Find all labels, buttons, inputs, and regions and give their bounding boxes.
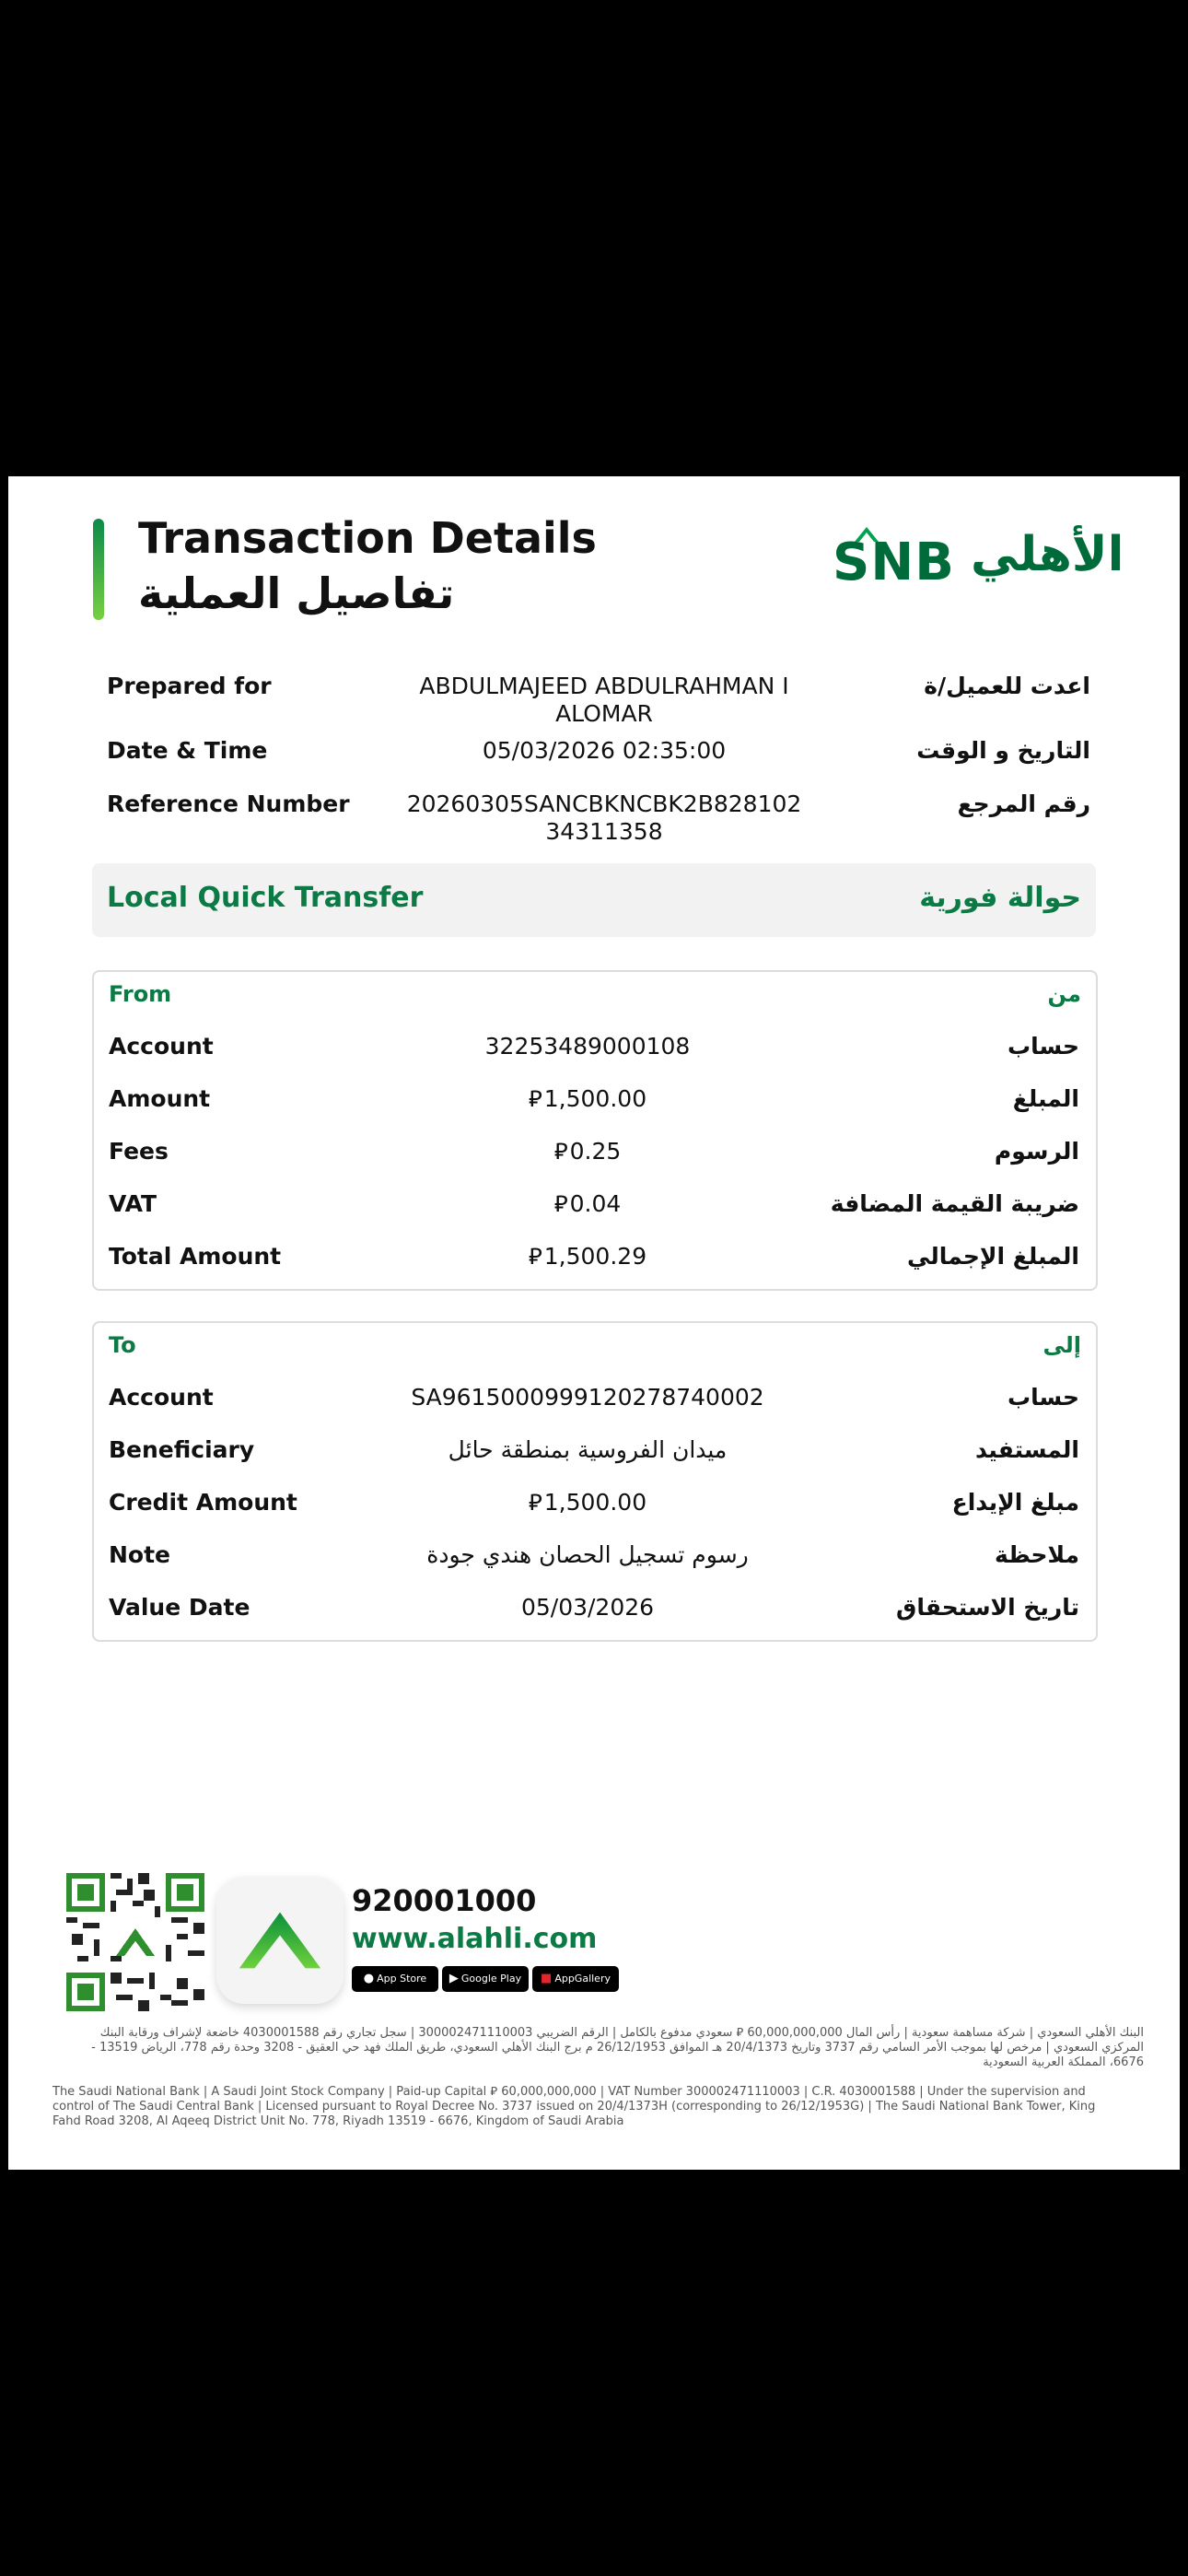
prepared-for-label-ar: اعدت للعميل/ة [924, 673, 1090, 699]
from-account-label: Account [109, 1033, 214, 1060]
reference-label: Reference Number [107, 790, 350, 817]
beneficiary-label: Beneficiary [109, 1436, 255, 1463]
beneficiary-row [109, 1429, 1079, 1473]
app-gallery-badge[interactable] [532, 1966, 619, 1992]
note-value: رسوم تسجيل الحصان هندي جودة [426, 1541, 749, 1568]
amount-number: 1,500.00 [543, 1085, 647, 1112]
from-account-value: 32253489000108 [484, 1033, 691, 1060]
amount-label: Amount [109, 1085, 211, 1112]
beneficiary-value: ميدان الفروسية بمنطقة حائل [448, 1436, 728, 1463]
title-accent-bar [93, 519, 104, 620]
note-label: Note [109, 1541, 171, 1568]
fees-row [109, 1130, 1079, 1175]
legal-text-en: The Saudi National Bank | A Saudi Joint Stock Company | Paid-up Capital ⃁ 60,000,000,000 | VAT Number 300002471110003 | C.R. 4030001588 | Under the supervision and control of The Saudi Central Bank | Licensed pursuant to Royal Decree No. 3737 issued on 20/4/1373H (corresponding to 26/12/1953G) | The Saudi National Bank Tower, King Fahd Road 3208, Al Aqeeq District Unit No. 778, Riyadh 13519 - 6676, Kingdom of Saudi Arabia [52, 2085, 1096, 2128]
to-title: To [109, 1332, 136, 1358]
value-date-label-ar: تاريخ الاستحقاق [896, 1594, 1079, 1621]
value-date-row [109, 1587, 1079, 1631]
apple-icon: ● [363, 1972, 375, 1985]
sar-currency-icon: ⃁ [528, 1085, 542, 1112]
total-amount-label-ar: المبلغ الإجمالي [907, 1243, 1079, 1270]
note-row [109, 1534, 1079, 1578]
alahli-app-logo-icon [216, 1877, 344, 2004]
vat-row [109, 1183, 1079, 1227]
to-account-row [109, 1376, 1079, 1421]
receipt-page [8, 476, 1180, 2170]
sar-currency-icon: ⃁ [553, 1190, 568, 1217]
sar-currency-icon: ⃁ [553, 1138, 568, 1165]
date-time-label: Date & Time [107, 737, 268, 764]
phone-number[interactable]: 920001000 [352, 1883, 537, 1918]
page-title-ar: تفاصيل العملية [138, 568, 455, 618]
amount-value [385, 1085, 790, 1113]
logo-text-snb: SNB [833, 533, 955, 592]
to-account-value: SA9615000999120278740002 [411, 1384, 764, 1411]
prepared-for-row [107, 665, 1090, 727]
from-title-ar: من [1047, 981, 1081, 1007]
google-play-label: Google Play [460, 1973, 522, 1985]
vat-label: VAT [109, 1190, 157, 1217]
from-card [92, 970, 1098, 1291]
fees-label-ar: الرسوم [994, 1138, 1079, 1165]
amount-row [109, 1078, 1079, 1122]
note-label-ar: ملاحظة [995, 1541, 1079, 1568]
prepared-for-value: ABDULMAJEED ABDULRAHMAN I ALOMAR [419, 673, 789, 727]
credit-amount-label-ar: مبلغ الإيداع [951, 1489, 1079, 1516]
alahli-app-icon[interactable] [216, 1877, 344, 2004]
page-title-en: Transaction Details [138, 513, 597, 563]
reference-value: 20260305SANCBKNCBK2B82810234311358 [406, 790, 802, 845]
from-account-label-ar: حساب [1007, 1033, 1079, 1060]
logo-text-ar: الأهلي [971, 527, 1124, 582]
total-amount-label: Total Amount [109, 1243, 282, 1270]
sar-currency-icon: ⃁ [528, 1243, 542, 1270]
credit-amount-label: Credit Amount [109, 1489, 297, 1516]
fees-value [385, 1138, 790, 1165]
vat-value [385, 1190, 790, 1218]
app-store-badge[interactable] [352, 1966, 438, 1992]
huawei-icon: ■ [541, 1972, 553, 1985]
transfer-type-en: Local Quick Transfer [107, 882, 424, 914]
website-link[interactable]: www.alahli.com [352, 1923, 598, 1955]
total-amount-number: 1,500.29 [543, 1243, 647, 1270]
transfer-type-ar: حوالة فورية [919, 882, 1081, 914]
prepared-for-label: Prepared for [107, 673, 272, 699]
legal-text-ar: البنك الأهلي السعودي | شركة مساهمة سعودية | رأس المال 60,000,000,000 ⃁ سعودي مدفوع بالكامل | الرقم الضريبي 300002471110003 | سجل تجاري رقم 4030001588 خاضعة لإشراف ورقابة البنك المركزي السعودي | مرخص لها بموجب الأمر السامي رقم 3737 وتاريخ 20/4/1373 هـ الموافق 26/12/1953 م برج البنك الأهلي السعودي، طريق الملك فهد حي العقيق - 3208 وحدة رقم 778، الرياض 13519 - 6676، المملكة العربية السعودية [91, 2026, 1144, 2069]
app-store-label: App Store [377, 1973, 427, 1985]
reference-label-ar: رقم المرجع [957, 790, 1090, 817]
reference-row [107, 783, 1090, 845]
sar-currency-icon: ⃁ [528, 1489, 542, 1516]
to-account-label-ar: حساب [1007, 1384, 1079, 1411]
google-play-badge[interactable] [442, 1966, 529, 1992]
value-date-value: 05/03/2026 [520, 1594, 655, 1621]
qr-code-icon[interactable] [66, 1873, 204, 2011]
amount-label-ar: المبلغ [1012, 1085, 1079, 1112]
date-time-label-ar: التاريخ و الوقت [916, 737, 1090, 764]
snb-logo [833, 527, 1124, 601]
date-time-value: 05/03/2026 02:35:00 [482, 737, 727, 764]
to-card [92, 1321, 1098, 1642]
from-account-row [109, 1025, 1079, 1070]
app-gallery-label: AppGallery [554, 1973, 611, 1985]
value-date-label: Value Date [109, 1594, 250, 1621]
credit-amount-row [109, 1481, 1079, 1526]
google-play-icon: ▶ [448, 1972, 459, 1985]
total-amount-value [385, 1243, 790, 1270]
credit-amount-number: 1,500.00 [543, 1489, 647, 1516]
credit-amount-value [385, 1489, 790, 1516]
total-amount-row [109, 1235, 1079, 1280]
to-title-ar: إلى [1042, 1332, 1081, 1358]
vat-label-ar: ضريبة القيمة المضافة [830, 1190, 1079, 1217]
date-time-row [107, 730, 1090, 774]
fees-number: 0.25 [569, 1138, 622, 1165]
to-account-label: Account [109, 1384, 214, 1411]
beneficiary-label-ar: المستفيد [974, 1436, 1079, 1463]
transfer-type-banner [92, 863, 1096, 937]
from-title: From [109, 981, 172, 1007]
fees-label: Fees [109, 1138, 169, 1165]
vat-number: 0.04 [569, 1190, 622, 1217]
